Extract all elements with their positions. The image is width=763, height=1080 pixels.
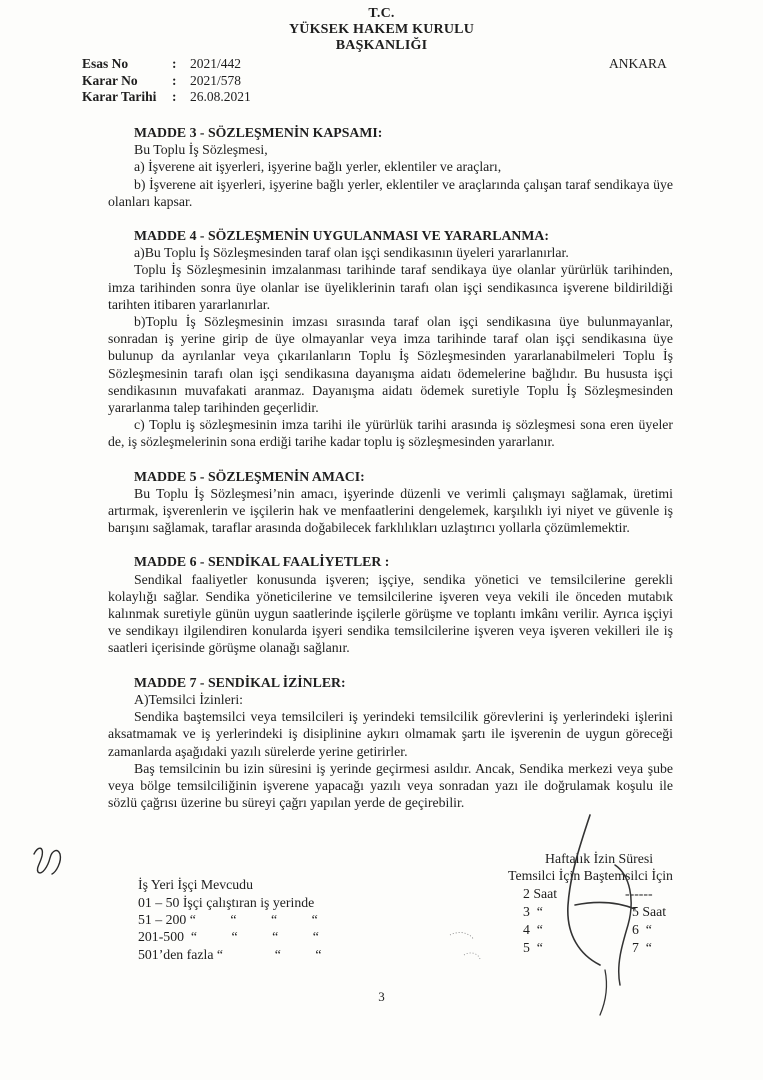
table-row-2-temsilci: 3 “ <box>523 904 543 919</box>
article-3-p2: a) İşverene ait işyerleri, işyerine bağlı yerler, eklentiler ve araçları, <box>134 159 502 175</box>
header-institution: YÜKSEK HAKEM KURULU <box>288 22 475 37</box>
case-meta <box>82 56 251 106</box>
article-7-subtitle: A)Temsilci İzinleri: <box>134 691 243 707</box>
article-4-p3: b)Toplu İş Sözleşmesinin imzası sırasında taraf olan işçi sendikasına üye bulunmayanlar, sonradan iş yerine girip de üye olmayanlar veya imza tarihinde taraf olan işçi sendikasına üye bulunup da ayrılanlar veya çıkarılanların Toplu İş Sözleşmesinden yararlanabilmeleri Toplu İş Sözleşmesinin tarafı olan işçi sendikasına dayanışma aidatı ödemelerine bağlıdır. Bu hususta işçi sendikasının muvafakati aranmaz. Dayanışma aidatı ödemek suretiyle Toplu İş Sözleşmesinden yararlanma talep tarihinden geçerlidir. <box>108 314 673 416</box>
table-row-3-temsilci: 4 “ <box>523 922 543 937</box>
tarih-value: 26.08.2021 <box>190 89 251 104</box>
article-7-title: MADDE 7 - SENDİKAL İZİNLER: <box>134 674 346 690</box>
article-3-title: MADDE 3 - SÖZLEŞMENİN KAPSAMI: <box>134 125 383 140</box>
esas-colon: : <box>172 56 177 71</box>
article-4-p4: c) Toplu iş sözleşmesinin imza tarihi ile yürürlük tarihi arasında iş sözleşmesi sona eren üyeler de, iş sözleşmelerinin sona erdiği tarihe kadar toplu iş sözleşmesinden yararlanır. <box>108 417 673 450</box>
article-4-title: MADDE 4 - SÖZLEŞMENİN UYGULANMASI VE YARARLANMA: <box>134 228 549 244</box>
esas-row <box>82 56 251 73</box>
table-row-1-temsilci: 2 Saat <box>523 886 558 901</box>
tarih-label: Karar Tarihi <box>82 89 157 104</box>
karar-label: Karar No <box>82 72 138 88</box>
table-row-1-bas: ------ <box>625 886 653 901</box>
handwritten-mark-icon <box>30 842 70 882</box>
table-row-1-label: 01 – 50 İşçi çalıştıran iş yerinde <box>138 895 315 910</box>
article-4-p1: a)Bu Toplu İş Sözleşmesinden taraf olan işçi sendikasının üyeleri yararlanırlar. <box>134 245 569 261</box>
karar-value: 2021/578 <box>190 72 242 88</box>
header-tc: T.C. <box>368 6 395 21</box>
table-row-4-bas: 7 “ <box>632 940 652 955</box>
esas-label: Esas No <box>82 56 129 71</box>
table-row-4-label: 501’den fazla “ “ “ <box>138 947 322 962</box>
table-row-3-label: 201-500 “ “ “ “ <box>138 929 319 944</box>
table-heading-1: Haftalık İzin Süresi <box>545 851 654 866</box>
karar-colon: : <box>172 72 177 88</box>
article-6-p1: Sendikal faaliyetler konusunda işveren; işçiye, sendika yönetici ve temsilcilerine gerekli kolaylığı sağlar. Sendika yöneticilerine ve temsilcilerine işveren veya vekili ile önceden mutabık kalınmak suretiyle günün uygun saatlerinde işçilerle görüşme ve toplantı imkânı verilir. Ayrıca işçiyi ve sendikayı ilgilendiren konularda işyeri sendika temsilcilerine işveren veya işveren vekilleri ile iş saatleri içerisinde görüşme olanağı sağlanır. <box>108 571 673 656</box>
article-3-p1: Bu Toplu İş Sözleşmesi, <box>134 142 268 158</box>
table-left-heading: İş Yeri İşçi Mevcudu <box>138 877 253 892</box>
article-4-p2: Toplu İş Sözleşmesinin imzalanması tarihinde taraf sendikaya üye olanlar yürürlük tarihinden, imza tarihinden sonra üye olanlar ise üyeliklerinin tarafı olan işçi sendikasınca işverene bildirildiği tarihten itibaren yararlanırlar. <box>108 262 673 312</box>
table-row-3-bas: 6 “ <box>632 922 652 937</box>
article-6-title: MADDE 6 - SENDİKAL FAALİYETLER : <box>134 554 390 570</box>
article-7-p2: Baş temsilcinin bu izin süresini iş yerinde geçirmesi asıldır. Ancak, Sendika merkezi veya şube veya bölge temsilciliğinin işverene yapacağı yazılı veya sonradan yazı ile doğrulamak koşulu ile sözlü çağrısı üzerine bu süreyi çağrı yapılan yerde de geçirebilir. <box>108 760 673 811</box>
table-heading-2: Temsilci İçin Baştemsilci İçin <box>508 868 673 883</box>
page-number: 3 <box>378 989 385 1004</box>
article-7-p1: Sendika baştemsilci veya temsilcileri iş yerindeki temsilcilik görevlerini iş yerlerindeki işlerini aksatmamak ve iş yerlerindeki iş disiplinine aykırı olmamak şartı ile işverenin de uygun göreceği zamanlarda aşağıdaki yazılı sürelerde yerine getirirler. <box>108 709 673 759</box>
article-5-title: MADDE 5 - SÖZLEŞMENİN AMACI: <box>134 468 365 484</box>
city: ANKARA <box>609 56 667 71</box>
article-5-p1: Bu Toplu İş Sözleşmesi’nin amacı, işyerinde düzenli ve verimli çalışmayı sağlamak, üretimi artırmak, işverenlerin ve işçilerin hak ve menfaatlerini dengelemek, karşılıklı iyi niyet ve güvenle iş barışını sağlamak, taraflar arasında doğabilecek farklılıkları uzlaştırıcı yollarla çözümlemektir. <box>108 485 673 536</box>
esas-value: 2021/442 <box>190 56 242 71</box>
karar-row <box>82 73 251 90</box>
tarih-row <box>82 89 251 106</box>
tarih-colon: : <box>172 89 177 104</box>
table-row-2-bas: 5 Saat <box>632 904 667 919</box>
header-presidency: BAŞKANLIĞI <box>335 38 428 53</box>
table-row-4-temsilci: 5 “ <box>523 940 543 955</box>
table-row-2-label: 51 – 200 “ “ “ “ <box>138 912 318 927</box>
document-body <box>108 124 673 811</box>
article-3-p3: b) İşverene ait işyerleri, işyerine bağlı yerler, eklentiler ve araçlarında çalışan taraf sendikaya üye olanları kapsar. <box>108 176 673 209</box>
